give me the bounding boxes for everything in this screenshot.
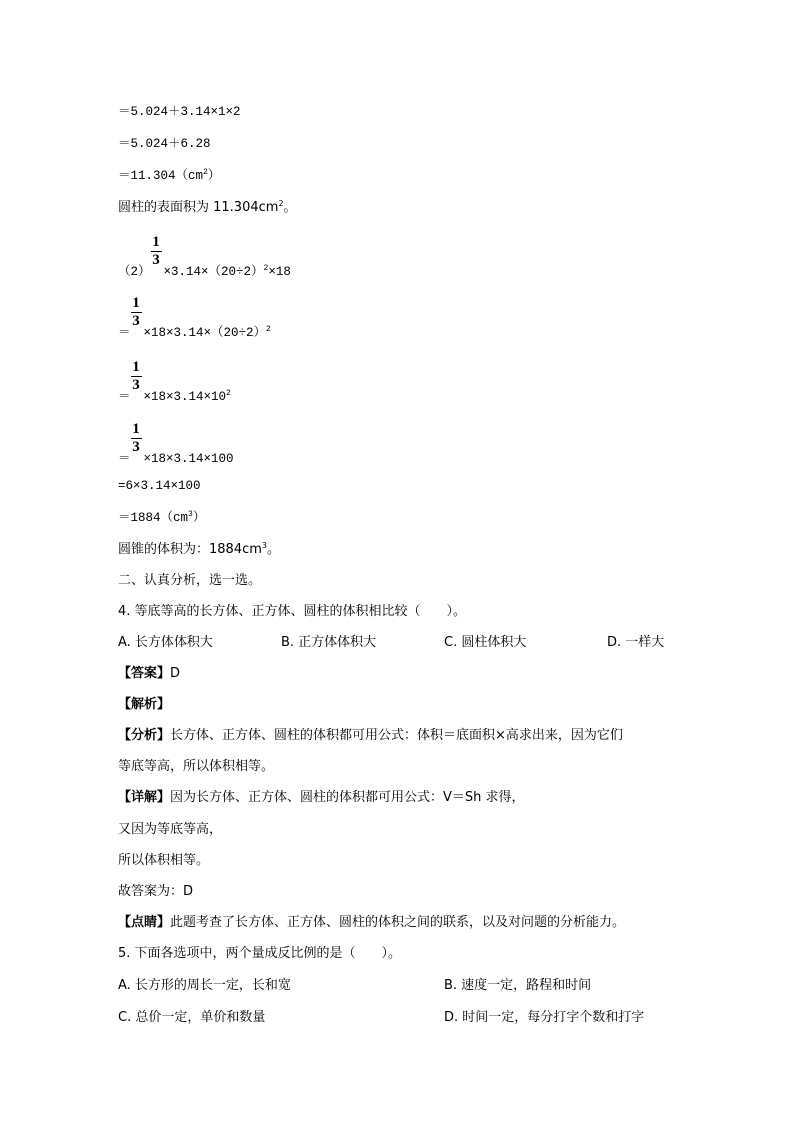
expr: ×3.14×（20÷2）	[163, 265, 264, 279]
dianjing-text: 此题考查了长方体、正方体、圆柱的体积之间的联系，以及对问题的分析能力。	[170, 915, 626, 930]
conclusion-end: 。	[283, 200, 297, 215]
calc2-line3	[118, 359, 231, 405]
superscript: 2	[226, 389, 231, 398]
q4-final: 故答案为：D	[118, 884, 194, 899]
q4-analysis-tag: 【解析】	[118, 697, 171, 712]
q4-dianjing	[118, 915, 625, 931]
part-label: （2）	[118, 265, 151, 279]
q4-option-d: D. 一样大	[607, 635, 665, 650]
fraction-numerator: 1	[132, 359, 140, 375]
q4-xiangjie-line3: 所以体积相等。	[118, 853, 210, 868]
q4-answer	[118, 666, 180, 682]
calc2-line1	[118, 234, 291, 280]
calc2-line5: =6×3.14×100	[118, 479, 201, 493]
calc1-line3-value: ＝11.304（cm	[118, 169, 204, 183]
fraction-one-third	[131, 359, 144, 400]
equals: ＝	[118, 390, 131, 404]
fraction-denominator: 3	[132, 313, 140, 329]
conclusion-text: 圆柱的表面积为 11.304cm	[118, 200, 279, 215]
fraction-denominator: 3	[152, 252, 160, 268]
calc2-conclusion	[118, 542, 280, 558]
dianjing-tag: 【点睛】	[118, 915, 171, 930]
q5-option-b: B. 速度一定，路程和时间	[444, 978, 592, 993]
fraction-denominator: 3	[132, 439, 140, 455]
fenxi-tag: 【分析】	[118, 728, 171, 743]
q4-option-b: B. 正方体体积大	[281, 635, 377, 650]
superscript: 2	[263, 264, 269, 273]
q5-option-a: A. 长方形的周长一定，长和宽	[118, 978, 291, 993]
value: ＝1884（cm	[118, 511, 189, 525]
calc1-line3-end: ）	[207, 169, 221, 183]
superscript: 2	[203, 168, 208, 177]
q5-stem: 5. 下面各选项中，两个量成反比例的是（ ）。	[118, 946, 402, 961]
calc1-line1: ＝5.024＋3.14×1×2	[118, 105, 241, 119]
expr: ×18×3.14×100	[143, 452, 234, 466]
calc1-conclusion	[118, 200, 297, 216]
fraction-one-third	[151, 234, 164, 275]
calc2-line6	[118, 510, 205, 526]
calc1-line3	[118, 168, 220, 184]
superscript: 2	[278, 199, 284, 208]
superscript: 2	[266, 325, 271, 334]
answer-tag: 【答案】	[118, 666, 171, 681]
fraction-numerator: 1	[132, 295, 140, 311]
q5-option-d: D. 时间一定，每分打字个数和打字	[444, 1010, 645, 1025]
fraction-numerator: 1	[132, 421, 140, 437]
q4-option-a: A. 长方体体积大	[118, 635, 213, 650]
end: ）	[192, 511, 206, 525]
q5-option-c: C. 总价一定，单价和数量	[118, 1010, 266, 1025]
calc1-line2: ＝5.024＋6.28	[118, 137, 211, 151]
expr: ×18×3.14×（20÷2）	[143, 326, 267, 340]
q4-fenxi-cont: 等底等高，所以体积相等。	[118, 759, 275, 774]
conclusion-text: 圆锥的体积为：1884cm	[118, 542, 262, 557]
section-heading: 二、认真分析，选一选。	[118, 573, 262, 588]
fraction-one-third	[131, 421, 144, 462]
calc2-line4	[118, 421, 234, 467]
expr: ×18	[268, 265, 291, 279]
expr: ×18×3.14×10	[143, 390, 227, 404]
equals: ＝	[118, 326, 131, 340]
equals: ＝	[118, 452, 131, 466]
q4-xiangjie	[118, 790, 525, 806]
superscript: 3	[188, 510, 193, 519]
q4-stem: 4. 等底等高的长方体、正方体、圆柱的体积相比较（ ）。	[118, 604, 467, 619]
xiangjie-text: 因为长方体、正方体、圆柱的体积都可用公式：V＝Sh 求得，	[170, 790, 525, 805]
conclusion-end: 。	[267, 542, 281, 557]
answer-value: D	[170, 666, 181, 681]
calc2-line2	[118, 295, 271, 341]
superscript: 3	[261, 541, 267, 550]
xiangjie-tag: 【详解】	[118, 790, 171, 805]
fenxi-text: 长方体、正方体、圆柱的体积都可用公式：体积＝底面积×高求出来，因为它们	[170, 728, 623, 743]
q4-xiangjie-line2: 又因为等底等高，	[118, 822, 223, 837]
fraction-one-third	[131, 295, 144, 336]
q4-option-c: C. 圆柱体积大	[444, 635, 527, 650]
q4-fenxi	[118, 728, 623, 744]
fraction-denominator: 3	[132, 377, 140, 393]
fraction-numerator: 1	[152, 234, 160, 250]
